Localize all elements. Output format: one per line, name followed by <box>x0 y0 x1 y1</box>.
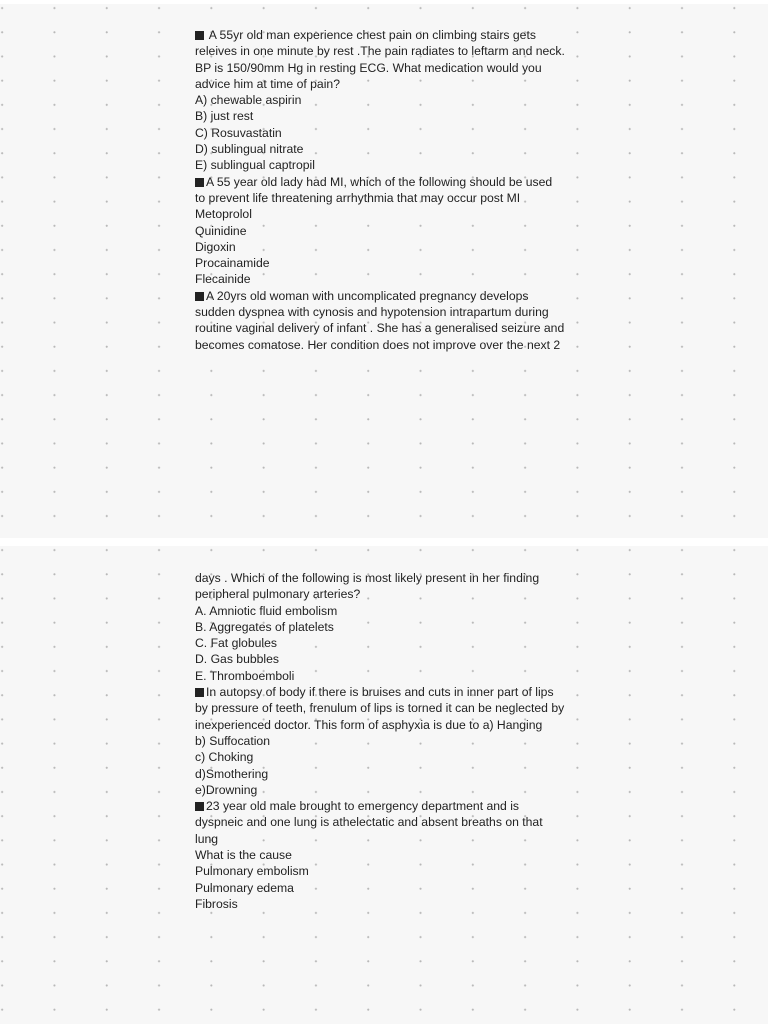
square-bullet-icon <box>195 688 204 697</box>
text-line <box>195 831 585 847</box>
text-line <box>195 749 585 765</box>
text-line <box>195 668 585 684</box>
text-line <box>195 320 585 336</box>
line-text: B. Aggregates of platelets <box>195 619 334 634</box>
text-line <box>195 847 585 863</box>
line-text: Pulmonary edema <box>195 880 294 895</box>
line-text: E. Thromboemboli <box>195 668 295 683</box>
line-text: A 55yr old man experience chest pain on climbing stairs gets <box>206 28 536 42</box>
line-text: Quinidine <box>195 223 247 238</box>
text-line <box>195 896 585 912</box>
line-text: A 20yrs old woman with uncomplicated pregnancy develops <box>206 288 529 303</box>
line-text: Metoprolol <box>195 207 252 222</box>
line-text: A) chewable aspirin <box>195 93 302 108</box>
text-line <box>195 782 585 798</box>
line-text: sudden dyspnea with cynosis and hypotension intrapartum during <box>195 305 549 320</box>
page-2-text <box>195 570 585 912</box>
text-line <box>195 206 585 222</box>
text-line <box>195 603 585 619</box>
square-bullet-icon <box>195 292 204 301</box>
document-page-1 <box>0 4 768 538</box>
line-text: dyspneic and one lung is athelectatic and absent breaths on that <box>195 815 543 830</box>
line-text: b) Suffocation <box>195 733 270 748</box>
square-bullet-icon <box>195 31 204 40</box>
line-text: Procainamide <box>195 256 270 271</box>
text-line <box>195 635 585 651</box>
text-line <box>195 570 585 586</box>
line-text: c) Choking <box>195 750 254 765</box>
text-line <box>195 586 585 602</box>
text-line <box>195 814 585 830</box>
text-line <box>195 304 585 320</box>
document-page-2 <box>0 546 768 1024</box>
line-text: In autopsy of body if there is bruises and cuts in inner part of lips <box>206 685 554 700</box>
line-text: 23 year old male brought to emergency department and is <box>206 799 519 814</box>
line-text: releives in one minute by rest .The pain radiates to leftarm and neck. <box>195 44 565 59</box>
line-text: A. Amniotic fluid embolism <box>195 603 338 618</box>
question-line <box>195 27 585 43</box>
question-line <box>195 798 585 814</box>
text-line <box>195 863 585 879</box>
line-text: days . Which of the following is most likely present in her finding <box>195 571 540 585</box>
text-line <box>195 766 585 782</box>
line-text: d)Smothering <box>195 766 269 781</box>
text-line <box>195 76 585 92</box>
text-line <box>195 190 585 206</box>
line-text: becomes comatose. Her condition does not improve over the next 2 <box>195 337 561 352</box>
text-line <box>195 880 585 896</box>
line-text: C) Rosuvastatin <box>195 125 282 140</box>
text-line <box>195 125 585 141</box>
line-text: A 55 year old lady had MI, which of the following should be used <box>206 174 553 189</box>
line-text: B) just rest <box>195 109 254 124</box>
line-text: inexperienced doctor. This form of asphyxia is due to a) Hanging <box>195 717 543 732</box>
text-line <box>195 239 585 255</box>
line-text: Digoxin <box>195 239 236 254</box>
line-text: BP is 150/90mm Hg in resting ECG. What medication would you <box>195 60 542 75</box>
question-line <box>195 174 585 190</box>
line-text: D. Gas bubbles <box>195 652 280 667</box>
text-line <box>195 700 585 716</box>
line-text: D) sublingual nitrate <box>195 142 304 157</box>
text-line <box>195 337 585 353</box>
page-1-text <box>195 27 585 353</box>
square-bullet-icon <box>195 802 204 811</box>
line-text: to prevent life threatening arrhythmia that may occur post MI <box>195 190 521 205</box>
line-text: Flecainide <box>195 272 251 287</box>
line-text: advice him at time of pain? <box>195 76 340 91</box>
text-line <box>195 717 585 733</box>
text-line <box>195 271 585 287</box>
text-line <box>195 108 585 124</box>
question-line <box>195 684 585 700</box>
line-text: Fibrosis <box>195 896 238 911</box>
text-line <box>195 43 585 59</box>
line-text: lung <box>195 831 219 846</box>
line-text: What is the cause <box>195 848 292 863</box>
line-text: Pulmonary embolism <box>195 864 309 879</box>
square-bullet-icon <box>195 178 204 187</box>
text-line <box>195 255 585 271</box>
line-text: e)Drowning <box>195 782 258 797</box>
text-line <box>195 651 585 667</box>
line-text: routine vaginal delivery of infant . She has a generalised seizure and <box>195 321 565 336</box>
text-line <box>195 60 585 76</box>
text-line <box>195 223 585 239</box>
text-line <box>195 619 585 635</box>
line-text: peripheral pulmonary arteries? <box>195 587 361 602</box>
text-line <box>195 141 585 157</box>
question-line <box>195 288 585 304</box>
text-line <box>195 92 585 108</box>
line-text: E) sublingual captropil <box>195 158 315 173</box>
line-text: C. Fat globules <box>195 636 277 651</box>
line-text: by pressure of teeth, frenulum of lips is torned it can be neglected by <box>195 701 565 716</box>
text-line <box>195 157 585 173</box>
text-line <box>195 733 585 749</box>
